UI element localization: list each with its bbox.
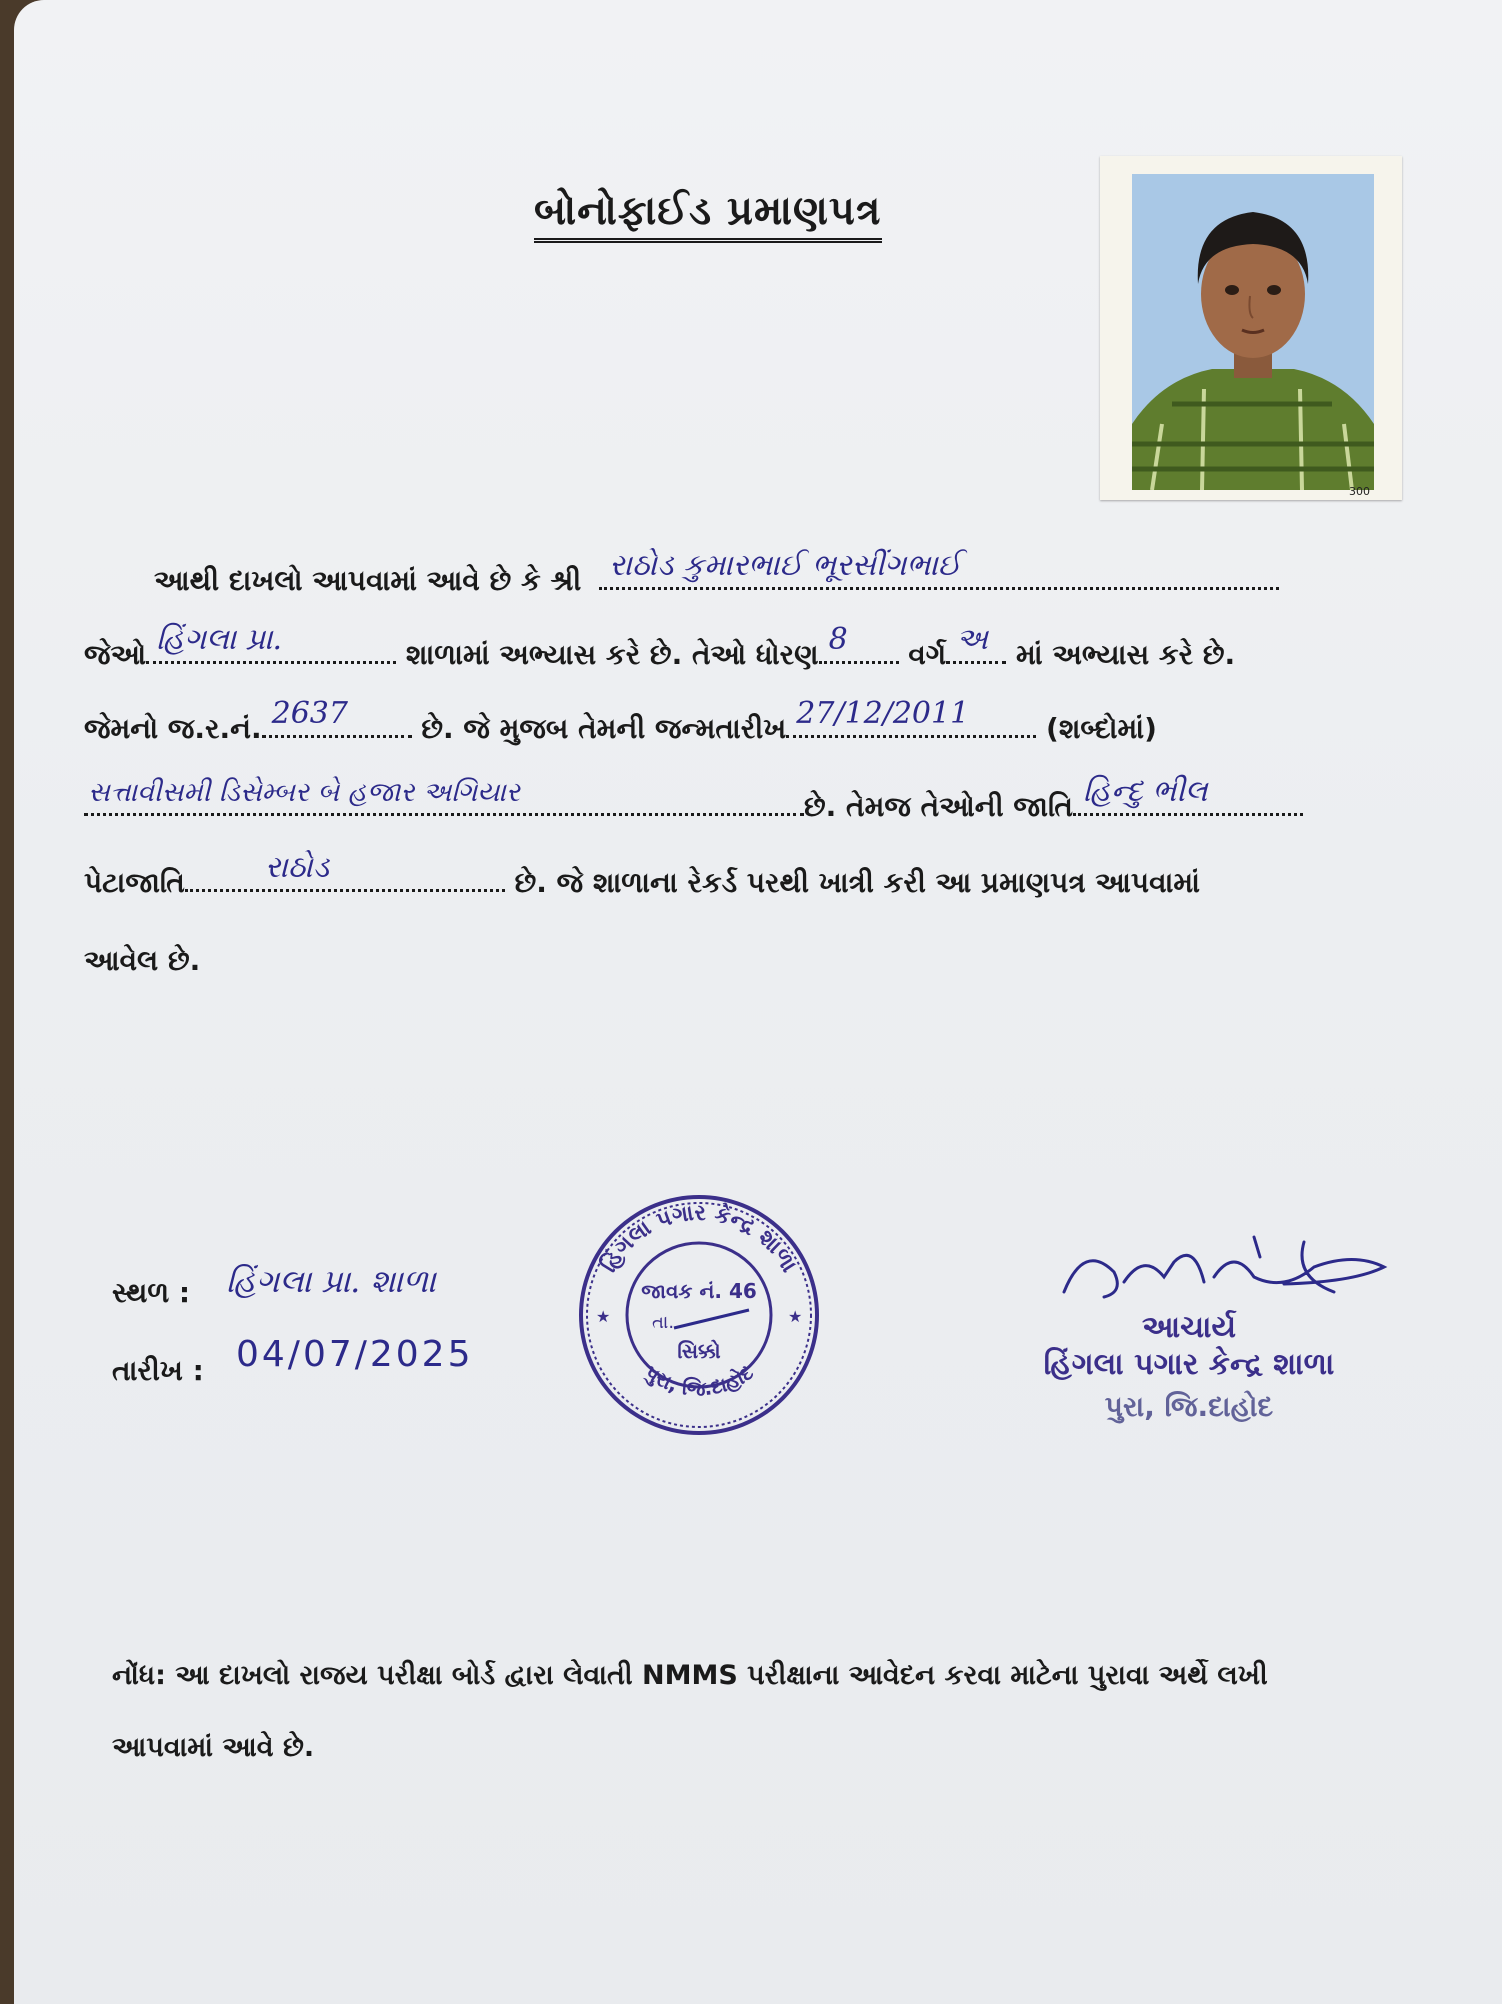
birth-date: 27/12/2011 bbox=[796, 696, 970, 731]
text-line-4 bbox=[84, 774, 1303, 824]
student-photo-image bbox=[1132, 174, 1374, 490]
line5-suffix: છે. જે શાળાના રેકર્ડ પરથી ખાત્રી કરી આ પ્રમાણપત્ર આપવામાં bbox=[514, 866, 1201, 899]
certificate-paper bbox=[14, 0, 1502, 2004]
stamp-inner-2: તા. bbox=[652, 1312, 675, 1333]
standard-value: 8 bbox=[828, 622, 848, 657]
stamp-star-right: ★ bbox=[788, 1307, 803, 1326]
birth-date-words: સત્તાવીસમી ડિસેમ્બર બે હજાર અગિયાર bbox=[88, 777, 520, 808]
text-line-1 bbox=[154, 548, 1279, 598]
certificate-title: બોનોફાઈડ પ્રમાણપત્ર bbox=[534, 188, 882, 243]
text-line-3 bbox=[84, 696, 1157, 746]
division-value: અ bbox=[956, 622, 988, 657]
line4-mid: છે. તેમજ તેઓની જાતિ bbox=[804, 790, 1073, 823]
line2-prefix: જેઓ bbox=[84, 638, 147, 671]
school-field bbox=[146, 622, 396, 664]
text-line-6: આવેલ છે. bbox=[84, 944, 201, 977]
register-field bbox=[262, 696, 412, 738]
date-label: તારીખ : bbox=[112, 1354, 204, 1387]
line1-text: આથી દાખલો આપવામાં આવે છે કે શ્રી bbox=[154, 564, 582, 597]
stamp-inner-3: સિક્કો bbox=[677, 1339, 721, 1363]
line3-mid: છે. જે મુજબ તેમની જન્મતારીખ bbox=[421, 712, 787, 745]
stamp-star-left: ★ bbox=[596, 1307, 611, 1326]
date-value: 04/07/2025 bbox=[236, 1334, 474, 1375]
stamp-bottom-text: પુરા, જિ.દાહોદ bbox=[640, 1360, 758, 1401]
line3-prefix: જેમનો જ.ર.નં. bbox=[84, 712, 262, 745]
school-short: હિંગલા પ્રા. bbox=[156, 622, 283, 657]
principal-signature bbox=[1054, 1222, 1394, 1322]
place-label: સ્થળ : bbox=[112, 1276, 191, 1309]
standard-field bbox=[819, 622, 899, 664]
signature-place: પુરા, જિ.દાહોદ bbox=[1104, 1390, 1274, 1423]
footer-note: નોંધ: આ દાખલો રાજય પરીક્ષા બોર્ડ દ્વારા લેવાતી NMMS પરીક્ષાના આવેદન કરવા માટેના પુરાવા અર્થે લખી આપવામાં આવે છે. bbox=[112, 1660, 1268, 1763]
birthdate-field bbox=[786, 696, 1036, 738]
photo-number: 300 bbox=[1349, 485, 1370, 498]
birthdate-words-field bbox=[84, 777, 804, 816]
caste-value: હિન્દુ ભીલ bbox=[1082, 774, 1208, 809]
place-value: હિંગલા પ્રા. શાળા bbox=[226, 1262, 436, 1300]
name-field bbox=[599, 548, 1279, 590]
line2-mid1: શાળામાં અભ્યાસ કરે છે. તેઓ ધોરણ bbox=[405, 638, 819, 671]
svg-text:પુરા, જિ.દાહોદ bbox=[640, 1360, 757, 1401]
signature-role: આચાર્ય bbox=[1141, 1310, 1237, 1345]
register-number: 2637 bbox=[271, 696, 348, 731]
school-stamp bbox=[574, 1190, 824, 1444]
svg-text:હિંગલા પગાર કેન્દ્ર શાળા bbox=[596, 1200, 802, 1277]
text-line-2 bbox=[84, 622, 1236, 672]
line3-suffix: (શબ્દોમાં) bbox=[1046, 712, 1157, 745]
line2-suffix: માં અભ્યાસ કરે છે. bbox=[1015, 638, 1236, 671]
line5-prefix: પેટાજાતિ bbox=[84, 866, 185, 899]
student-photo bbox=[1100, 156, 1402, 500]
stamp-outer-text: હિંગલા પગાર કેન્દ્ર શાળા bbox=[596, 1200, 802, 1277]
signature-block bbox=[1024, 1310, 1354, 1424]
division-field bbox=[946, 622, 1006, 664]
subcaste-field bbox=[185, 850, 505, 892]
text-line-5 bbox=[84, 850, 1201, 900]
signature-school: હિંગલા પગાર કેન્દ્ર શાળા bbox=[1043, 1347, 1335, 1382]
sub-caste: રાઠોડ bbox=[264, 850, 330, 885]
line2-mid2: વર્ગ bbox=[908, 638, 947, 671]
stamp-inner-1: જાવક નં. 46 bbox=[641, 1279, 757, 1303]
student-name: રાઠોડ કુમારભાઈ ભૂરસીંગભાઈ bbox=[609, 548, 961, 583]
caste-field bbox=[1073, 774, 1303, 816]
